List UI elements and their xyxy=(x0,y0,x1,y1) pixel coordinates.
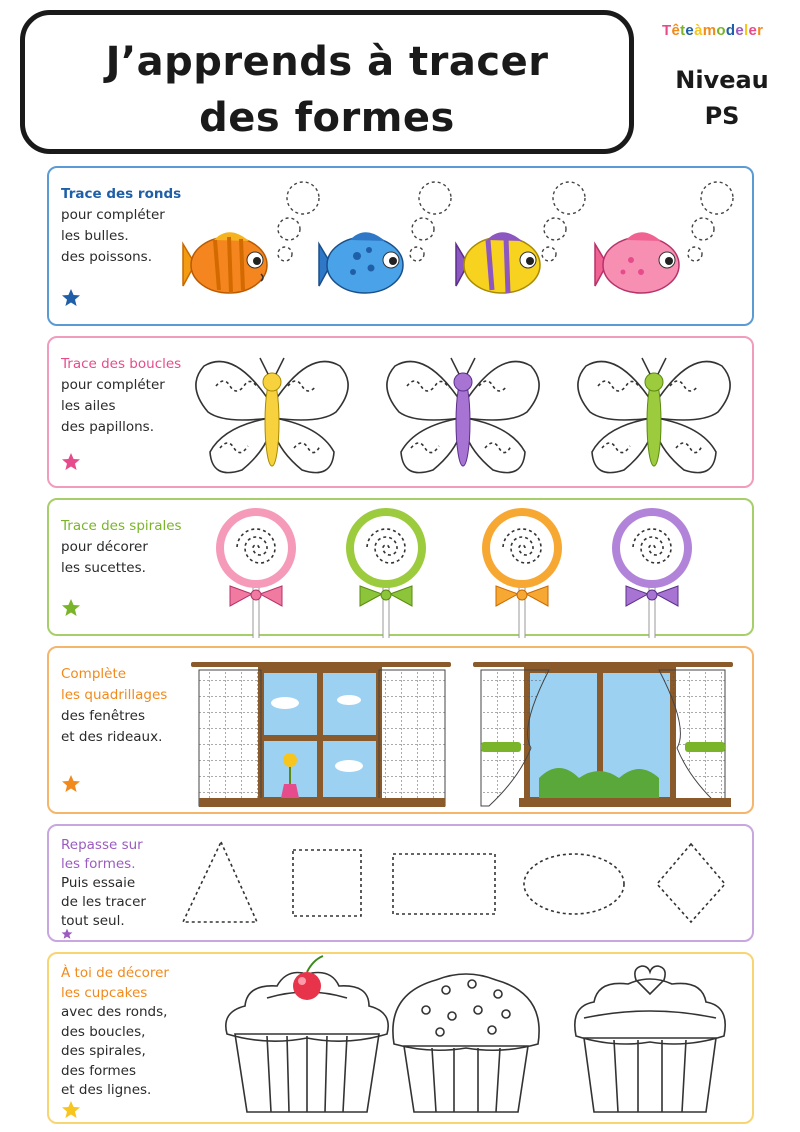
section-line: pour décorer xyxy=(61,539,148,555)
section-line: pour compléter xyxy=(61,377,165,393)
section-line: des poissons. xyxy=(61,249,152,265)
section-line: pour compléter xyxy=(61,207,165,223)
brand-logo xyxy=(662,22,763,39)
section-line: les bulles. xyxy=(61,228,129,244)
lollipop-icon xyxy=(216,508,296,638)
butterfly-icon xyxy=(387,358,539,473)
section-line: des spirales, xyxy=(61,1043,146,1059)
cupcake-icon xyxy=(226,956,388,1112)
level-label xyxy=(652,62,792,134)
section-cupcakes xyxy=(47,952,754,1124)
section-line: et des rideaux. xyxy=(61,729,163,745)
section-heading: les cupcakes xyxy=(61,984,148,1001)
section-line: des papillons. xyxy=(61,419,155,435)
level-line-1: Niveau xyxy=(675,66,769,94)
section-shapes xyxy=(47,824,754,942)
section-line: les sucettes. xyxy=(61,560,146,576)
window-illustrations xyxy=(49,648,756,816)
section-heading: Trace des ronds xyxy=(61,186,182,202)
fish-illustrations xyxy=(49,168,756,328)
cupcake-icon xyxy=(393,974,539,1112)
section-heading: les formes. xyxy=(61,856,136,872)
section-line: de les tracer xyxy=(61,894,146,910)
section-line: des fenêtres xyxy=(61,708,146,724)
section-heading: Trace des spirales xyxy=(61,518,182,534)
section-heading: Complète xyxy=(61,666,127,682)
oval-shape xyxy=(524,854,624,914)
section-heading: Repasse sur xyxy=(61,837,143,853)
section-spirals xyxy=(47,498,754,636)
shape-illustrations xyxy=(49,826,756,944)
section-heading: À toi de décorer xyxy=(61,965,169,981)
section-circles xyxy=(47,166,754,326)
section-line: des formes xyxy=(61,1062,137,1079)
level-line-2: PS xyxy=(704,102,740,130)
cupcake-icon xyxy=(575,966,725,1112)
section-line: Puis essaie xyxy=(61,875,136,891)
diamond-shape xyxy=(657,844,725,922)
window-icon xyxy=(191,662,451,807)
section-line: les ailes xyxy=(61,398,116,414)
lollipop-icon xyxy=(612,508,692,638)
cupcake-illustrations xyxy=(49,954,756,1126)
page-title-line-1: J’apprends à tracer xyxy=(105,39,549,85)
title-box xyxy=(20,10,634,154)
triangle-shape xyxy=(183,842,257,922)
window-icon xyxy=(473,662,733,807)
section-line: et des lignes. xyxy=(61,1082,152,1098)
section-line: des boucles, xyxy=(61,1023,146,1040)
page-title-line-2: des formes xyxy=(199,95,455,141)
lollipop-icon xyxy=(346,508,426,638)
brand-text: Têteàmodeler xyxy=(662,22,764,39)
fish-icon xyxy=(319,232,403,293)
fish-icon xyxy=(595,232,679,293)
fish-icon xyxy=(456,232,540,293)
section-heading: les quadrillages xyxy=(61,687,168,703)
fish-icon xyxy=(183,232,267,293)
lollipop-icon xyxy=(482,508,562,638)
section-grids xyxy=(47,646,754,814)
butterfly-icon xyxy=(196,358,348,473)
square-shape xyxy=(293,850,361,916)
section-loops xyxy=(47,336,754,488)
lollipop-illustrations xyxy=(49,500,756,638)
butterfly-illustrations xyxy=(49,338,756,490)
section-heading: Trace des boucles xyxy=(61,356,182,372)
butterfly-icon xyxy=(578,358,730,473)
section-line: avec des ronds, xyxy=(61,1004,168,1020)
section-line: tout seul. xyxy=(61,913,125,929)
rectangle-shape xyxy=(393,854,495,914)
